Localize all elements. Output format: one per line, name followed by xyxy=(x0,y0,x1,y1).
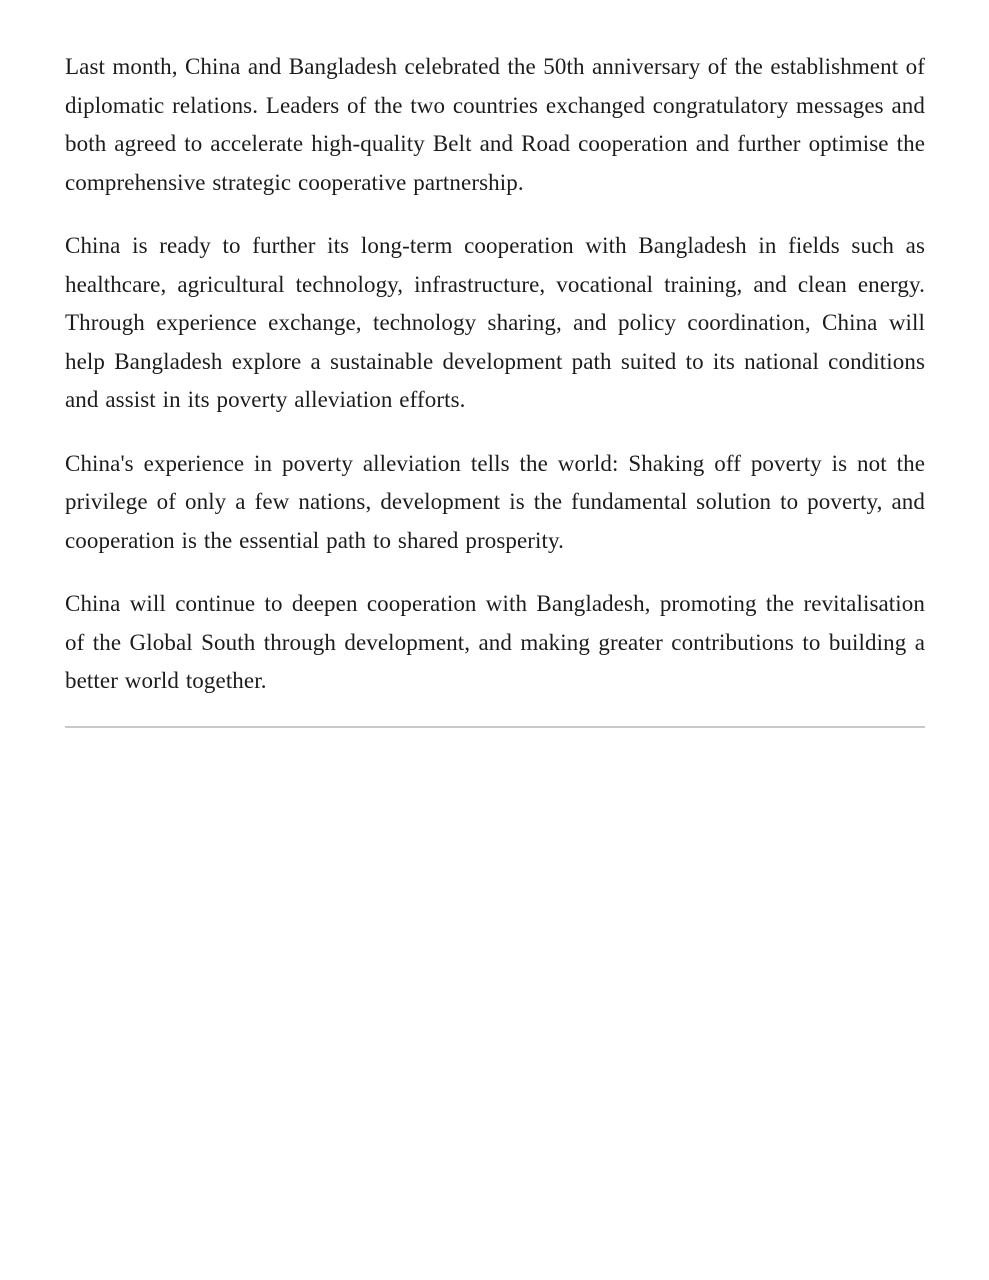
article-paragraph: China is ready to further its long-term cooperation with Bangladesh in fields such as healthcare, agricultural technology, infrastructure, vocational training, and clean energy. Through experience exchange, technology sharing, and policy coordination, China will help Bangladesh explore a sustainable development path suited to its national conditions and assist in its poverty alleviation efforts. xyxy=(65,233,925,412)
article-paragraph: Last month, China and Bangladesh celebrated the 50th anniversary of the establishment of diplomatic relations. Leaders of the two countries exchanged congratulatory messages and both agreed to accelerate high-quality Belt and Road cooperation and further optimise the comprehensive strategic cooperative partnership. xyxy=(65,54,925,195)
section-divider xyxy=(65,726,925,728)
article-paragraph: China's experience in poverty alleviation tells the world: Shaking off poverty is not the privilege of only a few nations, development is the fundamental solution to poverty, and cooperation is the essential path to shared prosperity. xyxy=(65,450,925,553)
article-paragraph: China will continue to deepen cooperation with Bangladesh, promoting the revitalisation of the Global South through development, and making greater contributions to building a better world together. xyxy=(65,591,925,693)
